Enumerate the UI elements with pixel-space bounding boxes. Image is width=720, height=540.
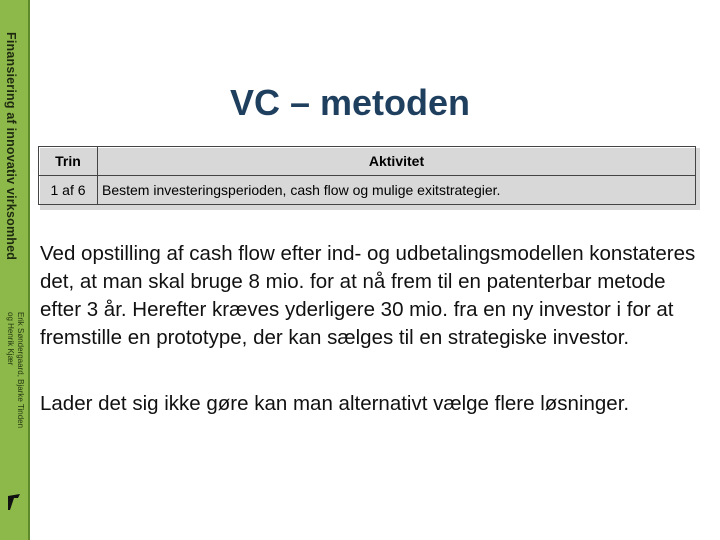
sidebar-authors — [5, 312, 25, 472]
slide-title: VC – metoden — [229, 82, 471, 123]
activity-cell: Bestem investeringsperioden, cash flow og mulige exitstrategier. — [98, 176, 696, 205]
header-aktivitet: Aktivitet — [98, 147, 696, 176]
step-cell: 1 af 6 — [39, 176, 98, 205]
sidebar-title: Finansiering af innovativ virksomhed — [4, 32, 18, 261]
sidebar-band — [0, 0, 28, 540]
sidebar-author-line-1: Erik Søndergaard, Bjarke Tinden — [16, 312, 25, 429]
paragraph-alternatives: Lader det sig ikke gøre kan man alternativt vælge flere løsninger. — [40, 392, 630, 415]
steps-table — [38, 146, 696, 205]
body-text — [40, 240, 700, 456]
paragraph-cash-flow: Ved opstilling af cash flow efter ind- og udbetalingsmodellen konstateres det, at man skal bruge 8 mio. for at nå frem til en patenterbar metode efter 3 år. Herefter kræves yderligere 30 mio. fra en ny investor i for at fremstille en prototype, der kan sælges til en strategiske investor. — [40, 242, 696, 349]
sidebar-divider — [28, 0, 30, 540]
sidebar-author-line-2: og Henrik Kjær — [6, 312, 15, 366]
table-header-row — [39, 147, 696, 176]
arrow-logo-icon — [6, 492, 22, 512]
table-row — [39, 176, 696, 205]
header-trin: Trin — [39, 147, 98, 176]
